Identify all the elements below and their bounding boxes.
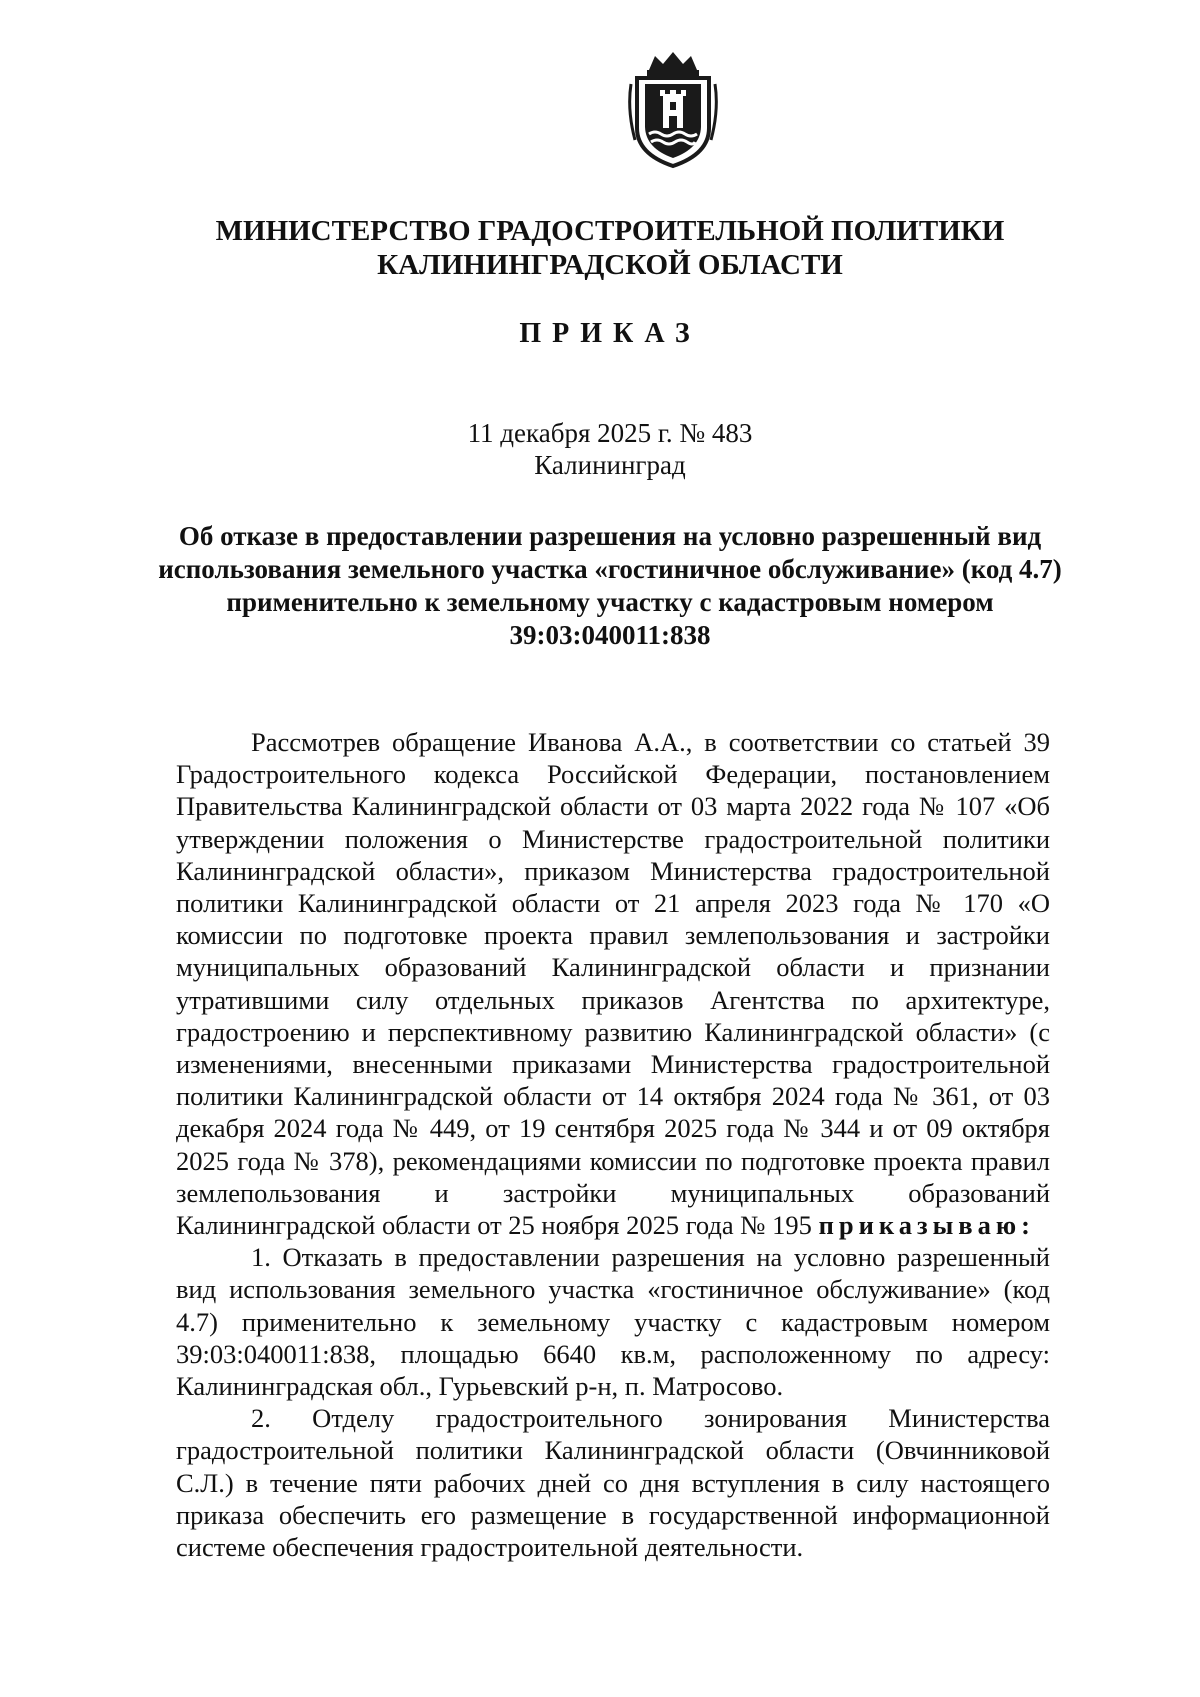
- ministry-line-2: КАЛИНИНГРАДСКОЙ ОБЛАСТИ: [377, 249, 843, 281]
- subject-line-2: использования земельного участка «гостиничное обслуживание» (код 4.7): [158, 554, 1062, 584]
- ministry-line-1: МИНИСТЕРСТВО ГРАДОСТРОИТЕЛЬНОЙ ПОЛИТИКИ: [215, 215, 1005, 247]
- document-type-title: ПРИКАЗ: [519, 318, 701, 349]
- order-word: приказываю:: [818, 1210, 1035, 1241]
- date-and-place: [150, 417, 1070, 481]
- date-number: 11 декабря 2025 г. № 483: [467, 418, 753, 448]
- subject-line-1: Об отказе в предоставлении разрешения на условно разрешенный вид: [178, 521, 1042, 551]
- coat-of-arms-icon: [627, 50, 719, 170]
- ministry-heading: [150, 214, 1070, 282]
- preamble-text: Рассмотрев обращение Иванова А.А., в соответствии со статьей 39 Градостроительного кодекса Российской Федерации, постановлением Правительства Калининградской области от 03 марта 2022 года № 107 «Об утверждении положения о Министерстве градостроительной политики Калининградской области», приказом Министерства градостроительной политики Калининградской области от 21 апреля 2023 года № 170 «О комиссии по подготовке проекта правил землепользования и застройки муниципальных образований Калининградской области и признании утратившими силу отдельных приказов Агентства по архитектуре, градостроению и перспективному развитию Калининградской области» (с изменениями, внесенными приказами Министерства градостроительной политики Калининградской области от 14 октября 2024 года № 361, от 03 декабря 2024 года № 449, от 19 сентября 2025 года № 344 и от 09 октября 2025 года № 378), рекомендациями комиссии по подготовке проекта правил землепользования и застройки муниципальных образований Калининградской области от 25 ноября 2025 года № 195: [176, 727, 1050, 1241]
- subject-line-4: 39:03:040011:838: [509, 620, 711, 650]
- order-item-1: 1. Отказать в предоставлении разрешения на условно разрешенный вид использования земельного участка «гостиничное обслуживание» (код 4.7) применительно к земельному участку с кадастровым номером 39:03:040011:838, площадью 6640 кв.м, расположенному по адресу: Калининградская обл., Гурьевский р-н, п. Матросово.: [176, 1242, 1050, 1402]
- order-subject: [150, 520, 1070, 652]
- order-body: [176, 726, 1050, 1563]
- city: Калининград: [534, 450, 686, 480]
- subject-line-3: применительно к земельному участку с кадастровым номером: [226, 587, 994, 617]
- order-item-2: 2. Отделу градостроительного зонирования Министерства градостроительной политики Калининградской области (Овчинниковой С.Л.) в течение пяти рабочих дней со дня вступления в силу настоящего приказа обеспечить его размещение в государственной информационной системе обеспечения градостроительной деятельности.: [176, 1403, 1050, 1563]
- preamble-paragraph: [176, 726, 1050, 1241]
